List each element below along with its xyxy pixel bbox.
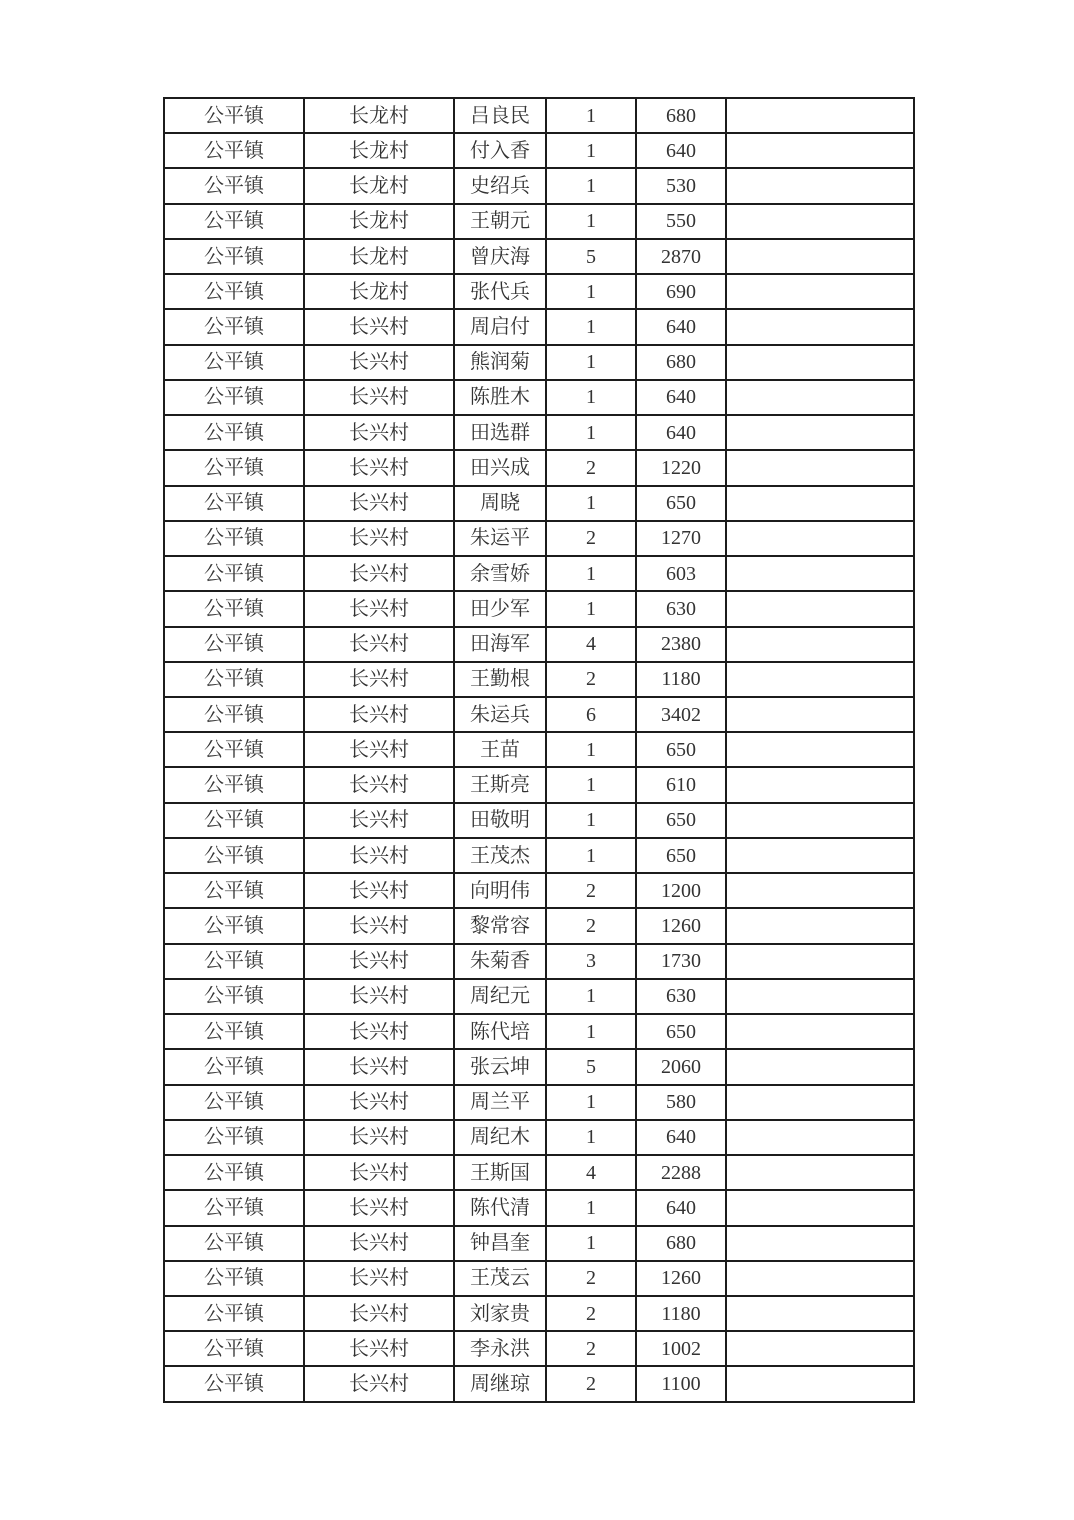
- cell-town: 公平镇: [164, 1049, 304, 1084]
- table-row: [164, 380, 914, 415]
- cell-count: 1: [546, 1120, 636, 1155]
- cell-count: 1: [546, 767, 636, 802]
- table-row: [164, 450, 914, 485]
- table-row: [164, 662, 914, 697]
- cell-village: 长兴村: [304, 1226, 454, 1261]
- cell-note: [726, 380, 914, 415]
- cell-amount: 1730: [636, 944, 726, 979]
- cell-village: 长兴村: [304, 1120, 454, 1155]
- cell-note: [726, 309, 914, 344]
- cell-name: 陈胜木: [454, 380, 546, 415]
- cell-count: 3: [546, 944, 636, 979]
- table-row: [164, 1120, 914, 1155]
- cell-town: 公平镇: [164, 1296, 304, 1331]
- cell-note: [726, 1049, 914, 1084]
- cell-town: 公平镇: [164, 309, 304, 344]
- cell-amount: 550: [636, 204, 726, 239]
- cell-name: 周启付: [454, 309, 546, 344]
- cell-note: [726, 345, 914, 380]
- cell-count: 2: [546, 1331, 636, 1366]
- cell-village: 长兴村: [304, 556, 454, 591]
- cell-note: [726, 450, 914, 485]
- cell-village: 长兴村: [304, 1261, 454, 1296]
- cell-amount: 1180: [636, 662, 726, 697]
- table-row: [164, 168, 914, 203]
- cell-amount: 1260: [636, 1261, 726, 1296]
- table-row: [164, 274, 914, 309]
- cell-name: 周晓: [454, 486, 546, 521]
- table-row: [164, 908, 914, 943]
- cell-amount: 640: [636, 309, 726, 344]
- cell-name: 熊润菊: [454, 345, 546, 380]
- cell-amount: 650: [636, 486, 726, 521]
- cell-name: 朱菊香: [454, 944, 546, 979]
- cell-village: 长兴村: [304, 838, 454, 873]
- cell-name: 周纪木: [454, 1120, 546, 1155]
- cell-note: [726, 732, 914, 767]
- cell-note: [726, 1014, 914, 1049]
- cell-name: 朱运兵: [454, 697, 546, 732]
- cell-town: 公平镇: [164, 732, 304, 767]
- cell-town: 公平镇: [164, 415, 304, 450]
- cell-note: [726, 944, 914, 979]
- table-row: [164, 239, 914, 274]
- cell-count: 1: [546, 1190, 636, 1225]
- cell-village: 长兴村: [304, 803, 454, 838]
- cell-town: 公平镇: [164, 908, 304, 943]
- cell-town: 公平镇: [164, 133, 304, 168]
- cell-amount: 640: [636, 1120, 726, 1155]
- table-row: [164, 803, 914, 838]
- cell-amount: 1200: [636, 873, 726, 908]
- cell-village: 长兴村: [304, 415, 454, 450]
- cell-village: 长兴村: [304, 1190, 454, 1225]
- cell-amount: 650: [636, 1014, 726, 1049]
- cell-name: 王斯亮: [454, 767, 546, 802]
- cell-count: 1: [546, 1085, 636, 1120]
- cell-count: 2: [546, 450, 636, 485]
- cell-note: [726, 133, 914, 168]
- cell-village: 长兴村: [304, 1155, 454, 1190]
- cell-town: 公平镇: [164, 274, 304, 309]
- cell-count: 1: [546, 1226, 636, 1261]
- cell-note: [726, 767, 914, 802]
- cell-name: 田兴成: [454, 450, 546, 485]
- cell-count: 1: [546, 98, 636, 133]
- cell-count: 1: [546, 803, 636, 838]
- cell-amount: 1180: [636, 1296, 726, 1331]
- table-row: [164, 486, 914, 521]
- cell-note: [726, 1190, 914, 1225]
- cell-count: 2: [546, 1366, 636, 1402]
- cell-note: [726, 239, 914, 274]
- cell-name: 朱运平: [454, 521, 546, 556]
- cell-count: 1: [546, 168, 636, 203]
- table-row: [164, 1049, 914, 1084]
- cell-note: [726, 1085, 914, 1120]
- table-row: [164, 1190, 914, 1225]
- cell-note: [726, 521, 914, 556]
- cell-name: 曾庆海: [454, 239, 546, 274]
- cell-town: 公平镇: [164, 662, 304, 697]
- table-body: [164, 98, 914, 1402]
- cell-note: [726, 1331, 914, 1366]
- cell-name: 王茂云: [454, 1261, 546, 1296]
- cell-name: 王苗: [454, 732, 546, 767]
- cell-amount: 650: [636, 838, 726, 873]
- cell-village: 长龙村: [304, 239, 454, 274]
- cell-village: 长兴村: [304, 591, 454, 626]
- table-row: [164, 345, 914, 380]
- table-row: [164, 1014, 914, 1049]
- cell-town: 公平镇: [164, 556, 304, 591]
- table-row: [164, 204, 914, 239]
- cell-note: [726, 1261, 914, 1296]
- cell-town: 公平镇: [164, 838, 304, 873]
- cell-town: 公平镇: [164, 380, 304, 415]
- cell-town: 公平镇: [164, 873, 304, 908]
- cell-count: 1: [546, 1014, 636, 1049]
- cell-amount: 2288: [636, 1155, 726, 1190]
- cell-amount: 640: [636, 1190, 726, 1225]
- cell-note: [726, 204, 914, 239]
- cell-amount: 680: [636, 98, 726, 133]
- cell-town: 公平镇: [164, 697, 304, 732]
- cell-village: 长兴村: [304, 662, 454, 697]
- cell-name: 史绍兵: [454, 168, 546, 203]
- cell-name: 周兰平: [454, 1085, 546, 1120]
- cell-count: 2: [546, 908, 636, 943]
- table-row: [164, 767, 914, 802]
- cell-town: 公平镇: [164, 803, 304, 838]
- cell-note: [726, 274, 914, 309]
- cell-town: 公平镇: [164, 450, 304, 485]
- cell-village: 长兴村: [304, 309, 454, 344]
- cell-village: 长兴村: [304, 1014, 454, 1049]
- cell-note: [726, 908, 914, 943]
- cell-count: 5: [546, 239, 636, 274]
- cell-village: 长兴村: [304, 979, 454, 1014]
- cell-amount: 690: [636, 274, 726, 309]
- cell-name: 陈代清: [454, 1190, 546, 1225]
- cell-town: 公平镇: [164, 1155, 304, 1190]
- cell-count: 1: [546, 380, 636, 415]
- cell-town: 公平镇: [164, 1120, 304, 1155]
- cell-count: 2: [546, 1261, 636, 1296]
- cell-name: 田少军: [454, 591, 546, 626]
- cell-village: 长兴村: [304, 1296, 454, 1331]
- table-row: [164, 1226, 914, 1261]
- cell-amount: 2870: [636, 239, 726, 274]
- cell-town: 公平镇: [164, 1014, 304, 1049]
- cell-amount: 640: [636, 380, 726, 415]
- cell-name: 王茂杰: [454, 838, 546, 873]
- cell-town: 公平镇: [164, 204, 304, 239]
- cell-amount: 630: [636, 979, 726, 1014]
- cell-note: [726, 168, 914, 203]
- cell-note: [726, 1120, 914, 1155]
- cell-count: 1: [546, 345, 636, 380]
- cell-name: 田敬明: [454, 803, 546, 838]
- table-row: [164, 556, 914, 591]
- cell-amount: 1100: [636, 1366, 726, 1402]
- cell-village: 长龙村: [304, 274, 454, 309]
- table-row: [164, 521, 914, 556]
- cell-note: [726, 591, 914, 626]
- cell-note: [726, 415, 914, 450]
- cell-town: 公平镇: [164, 627, 304, 662]
- cell-count: 1: [546, 415, 636, 450]
- cell-count: 5: [546, 1049, 636, 1084]
- cell-note: [726, 1366, 914, 1402]
- cell-count: 1: [546, 309, 636, 344]
- cell-name: 张代兵: [454, 274, 546, 309]
- cell-town: 公平镇: [164, 1190, 304, 1225]
- cell-town: 公平镇: [164, 345, 304, 380]
- cell-count: 1: [546, 556, 636, 591]
- cell-village: 长兴村: [304, 1366, 454, 1402]
- cell-village: 长兴村: [304, 1049, 454, 1084]
- cell-village: 长兴村: [304, 767, 454, 802]
- table-row: [164, 1296, 914, 1331]
- cell-note: [726, 697, 914, 732]
- cell-note: [726, 1155, 914, 1190]
- cell-count: 2: [546, 662, 636, 697]
- cell-village: 长兴村: [304, 873, 454, 908]
- table-row: [164, 627, 914, 662]
- cell-amount: 640: [636, 133, 726, 168]
- cell-note: [726, 803, 914, 838]
- cell-amount: 680: [636, 345, 726, 380]
- cell-town: 公平镇: [164, 1085, 304, 1120]
- cell-amount: 530: [636, 168, 726, 203]
- cell-village: 长兴村: [304, 732, 454, 767]
- cell-village: 长龙村: [304, 98, 454, 133]
- cell-count: 6: [546, 697, 636, 732]
- cell-amount: 640: [636, 415, 726, 450]
- table-row: [164, 944, 914, 979]
- table-row: [164, 1331, 914, 1366]
- table-row: [164, 979, 914, 1014]
- cell-village: 长兴村: [304, 486, 454, 521]
- table-row: [164, 591, 914, 626]
- cell-count: 2: [546, 1296, 636, 1331]
- cell-note: [726, 1226, 914, 1261]
- cell-amount: 1002: [636, 1331, 726, 1366]
- cell-note: [726, 486, 914, 521]
- cell-village: 长兴村: [304, 908, 454, 943]
- cell-name: 李永洪: [454, 1331, 546, 1366]
- cell-amount: 2380: [636, 627, 726, 662]
- cell-town: 公平镇: [164, 521, 304, 556]
- cell-amount: 610: [636, 767, 726, 802]
- table-row: [164, 732, 914, 767]
- cell-count: 4: [546, 1155, 636, 1190]
- cell-name: 黎常容: [454, 908, 546, 943]
- cell-village: 长兴村: [304, 450, 454, 485]
- cell-name: 王勤根: [454, 662, 546, 697]
- table-row: [164, 98, 914, 133]
- cell-amount: 603: [636, 556, 726, 591]
- cell-name: 周继琼: [454, 1366, 546, 1402]
- cell-note: [726, 627, 914, 662]
- cell-village: 长兴村: [304, 944, 454, 979]
- cell-name: 钟昌奎: [454, 1226, 546, 1261]
- cell-name: 张云坤: [454, 1049, 546, 1084]
- cell-name: 向明伟: [454, 873, 546, 908]
- cell-amount: 650: [636, 803, 726, 838]
- cell-town: 公平镇: [164, 591, 304, 626]
- cell-amount: 1260: [636, 908, 726, 943]
- cell-town: 公平镇: [164, 1366, 304, 1402]
- cell-count: 4: [546, 627, 636, 662]
- table-row: [164, 1366, 914, 1402]
- cell-town: 公平镇: [164, 1261, 304, 1296]
- cell-name: 刘家贵: [454, 1296, 546, 1331]
- table-row: [164, 415, 914, 450]
- cell-name: 田海军: [454, 627, 546, 662]
- table-row: [164, 838, 914, 873]
- cell-name: 付入香: [454, 133, 546, 168]
- cell-note: [726, 873, 914, 908]
- cell-count: 1: [546, 838, 636, 873]
- cell-town: 公平镇: [164, 239, 304, 274]
- cell-village: 长龙村: [304, 133, 454, 168]
- cell-note: [726, 979, 914, 1014]
- cell-village: 长兴村: [304, 627, 454, 662]
- cell-count: 1: [546, 133, 636, 168]
- cell-count: 1: [546, 274, 636, 309]
- table-row: [164, 1155, 914, 1190]
- cell-note: [726, 556, 914, 591]
- cell-amount: 650: [636, 732, 726, 767]
- cell-town: 公平镇: [164, 1331, 304, 1366]
- cell-note: [726, 98, 914, 133]
- cell-village: 长兴村: [304, 1085, 454, 1120]
- table-row: [164, 697, 914, 732]
- table-row: [164, 873, 914, 908]
- cell-village: 长兴村: [304, 345, 454, 380]
- cell-name: 吕良民: [454, 98, 546, 133]
- cell-town: 公平镇: [164, 979, 304, 1014]
- cell-count: 1: [546, 591, 636, 626]
- cell-name: 陈代培: [454, 1014, 546, 1049]
- cell-note: [726, 838, 914, 873]
- cell-town: 公平镇: [164, 486, 304, 521]
- cell-village: 长龙村: [304, 168, 454, 203]
- cell-name: 田选群: [454, 415, 546, 450]
- cell-name: 余雪娇: [454, 556, 546, 591]
- cell-village: 长兴村: [304, 380, 454, 415]
- cell-amount: 1220: [636, 450, 726, 485]
- cell-town: 公平镇: [164, 1226, 304, 1261]
- table-row: [164, 133, 914, 168]
- cell-town: 公平镇: [164, 767, 304, 802]
- cell-amount: 580: [636, 1085, 726, 1120]
- cell-name: 王朝元: [454, 204, 546, 239]
- payment-table: [163, 97, 915, 1403]
- table-row: [164, 309, 914, 344]
- cell-village: 长龙村: [304, 204, 454, 239]
- cell-count: 2: [546, 521, 636, 556]
- cell-note: [726, 1296, 914, 1331]
- cell-village: 长兴村: [304, 1331, 454, 1366]
- cell-name: 周纪元: [454, 979, 546, 1014]
- cell-count: 1: [546, 486, 636, 521]
- cell-note: [726, 662, 914, 697]
- cell-amount: 2060: [636, 1049, 726, 1084]
- table-row: [164, 1085, 914, 1120]
- table-row: [164, 1261, 914, 1296]
- cell-village: 长兴村: [304, 521, 454, 556]
- cell-amount: 630: [636, 591, 726, 626]
- cell-count: 1: [546, 204, 636, 239]
- cell-count: 2: [546, 873, 636, 908]
- cell-town: 公平镇: [164, 98, 304, 133]
- cell-amount: 680: [636, 1226, 726, 1261]
- cell-amount: 3402: [636, 697, 726, 732]
- cell-amount: 1270: [636, 521, 726, 556]
- cell-name: 王斯国: [454, 1155, 546, 1190]
- cell-village: 长兴村: [304, 697, 454, 732]
- cell-count: 1: [546, 979, 636, 1014]
- cell-count: 1: [546, 732, 636, 767]
- cell-town: 公平镇: [164, 944, 304, 979]
- cell-town: 公平镇: [164, 168, 304, 203]
